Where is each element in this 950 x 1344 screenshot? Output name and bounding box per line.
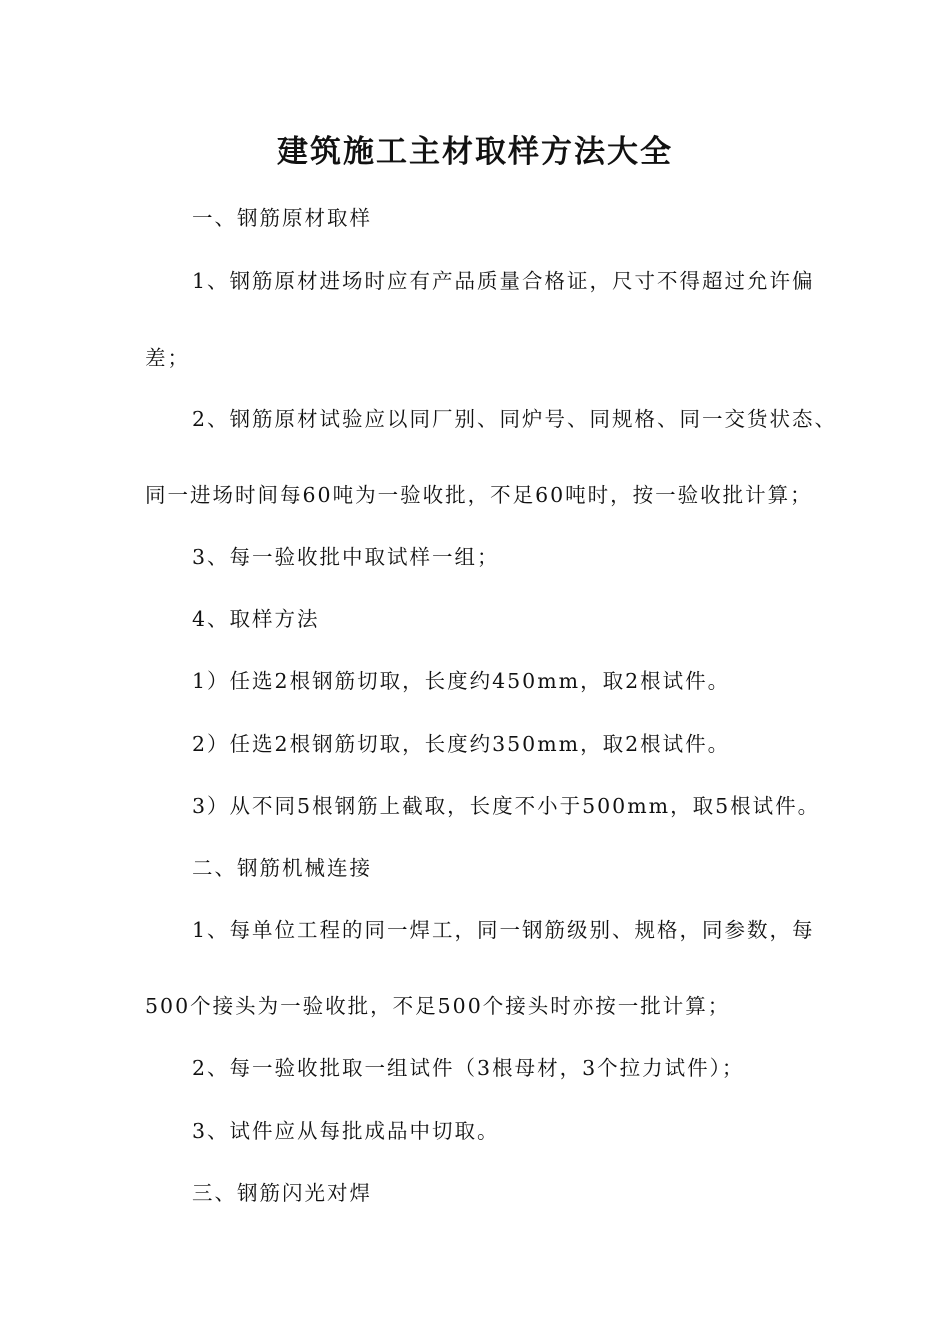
paragraph-line: 差； bbox=[145, 346, 190, 370]
list-item: 2）任选2根钢筋切取，长度约350mm，取2根试件。 bbox=[192, 732, 731, 756]
paragraph-line: 1、每单位工程的同一焊工，同一钢筋级别、规格，同参数，每 bbox=[192, 918, 815, 942]
paragraph-line: 500个接头为一验收批，不足500个接头时亦按一批计算； bbox=[145, 994, 731, 1018]
section-heading-flash-butt-welding: 三、钢筋闪光对焊 bbox=[192, 1181, 372, 1205]
paragraph-line: 2、钢筋原材试验应以同厂别、同炉号、同规格、同一交货状态、 bbox=[192, 407, 838, 431]
paragraph-line: 3、试件应从每批成品中切取。 bbox=[192, 1119, 500, 1143]
document-title: 建筑施工主材取样方法大全 bbox=[277, 134, 673, 170]
list-item: 1）任选2根钢筋切取，长度约450mm，取2根试件。 bbox=[192, 669, 731, 693]
paragraph-line: 2、每一验收批取一组试件（3根母材，3个拉力试件）； bbox=[192, 1056, 745, 1080]
paragraph-line: 1、钢筋原材进场时应有产品质量合格证，尺寸不得超过允许偏 bbox=[192, 269, 815, 293]
subheading-sampling-method: 4、取样方法 bbox=[192, 607, 320, 631]
paragraph-line: 同一进场时间每60吨为一验收批，不足60吨时，按一验收批计算； bbox=[145, 483, 813, 507]
section-heading-mechanical-connection: 二、钢筋机械连接 bbox=[192, 856, 372, 880]
section-heading-rebar-sampling: 一、钢筋原材取样 bbox=[192, 206, 372, 230]
list-item: 3）从不同5根钢筋上截取，长度不小于500mm，取5根试件。 bbox=[192, 794, 821, 818]
paragraph-line: 3、每一验收批中取试样一组； bbox=[192, 545, 500, 569]
